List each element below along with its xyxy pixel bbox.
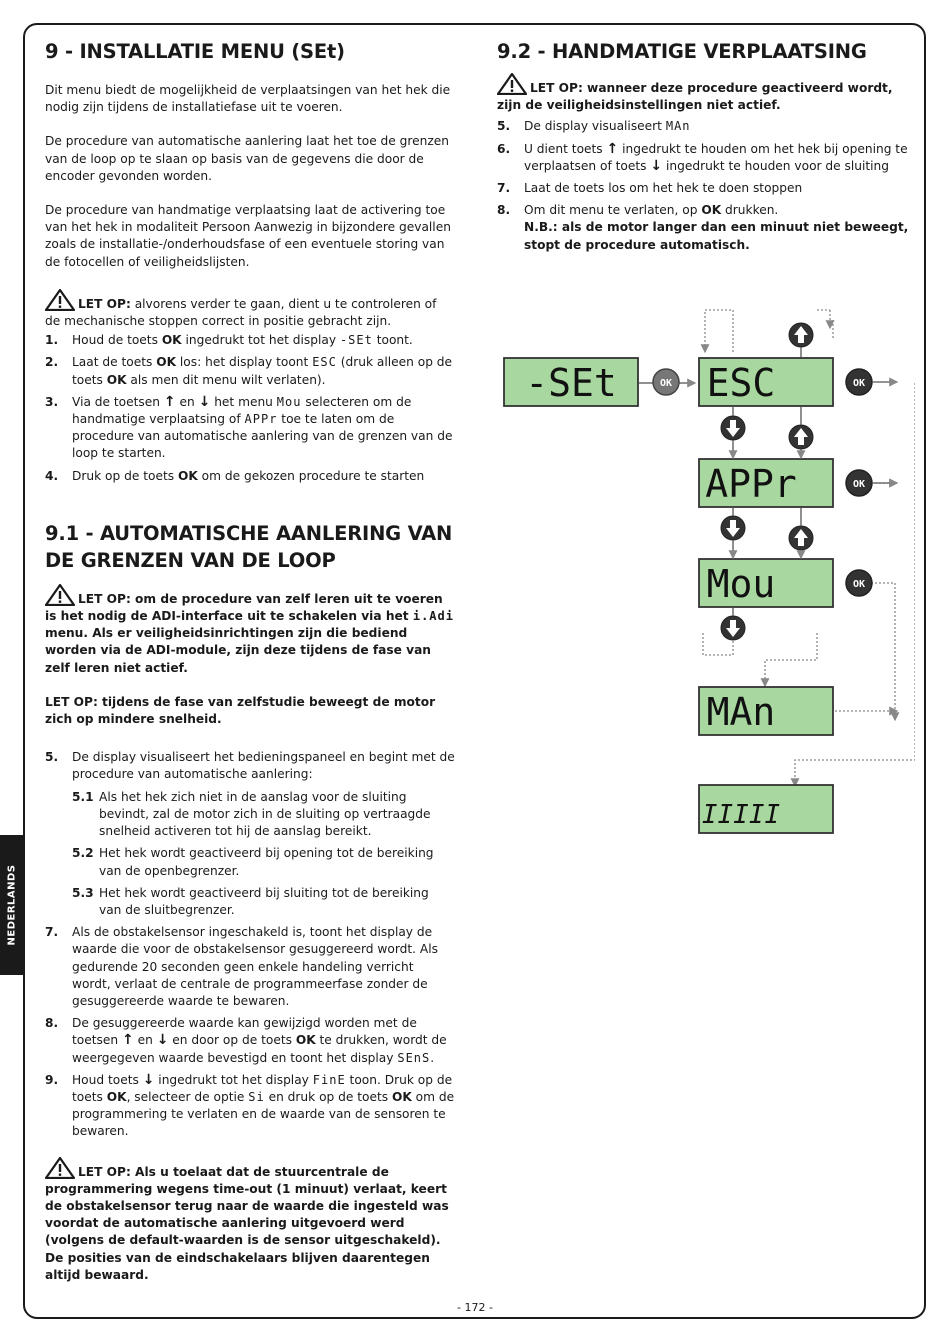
list-item: 2. Laat de toets OK los: het display toont ESC (druk alleen op de toets OK als men dit menu wilt verlaten). (45, 355, 453, 387)
svg-text:OK: OK (659, 378, 673, 389)
display-appr-text: APPr (705, 462, 797, 506)
display-set (504, 358, 638, 406)
list-item: 1. Houd de toets OK ingedrukt tot het display -SEt toont. (45, 333, 413, 348)
svg-text:OK: OK (852, 579, 866, 590)
page-number: - 172 - (457, 1301, 493, 1314)
display-man (699, 687, 833, 735)
list-item: 7. Als de obstakelsensor ingeschakeld is, toont het display de waarde die voor de obstakelsensor gesuggereerd wordt. Als gedurende 20 seconden geen enkele handeling verricht wordt, verlaat de centrale de programmeerfase zonder de gesuggereerde waarde te bewaren. (45, 925, 438, 1008)
ok-button-icon (846, 470, 872, 496)
display-set-text: -SEt (525, 361, 617, 405)
s9-paragraph-3: De procedure van handmatige verplaatsing laat de activering toe van het hek in modaliteit Persoon Aanwezig in bijzondere gevallen zoals de installatie-/onderhoudsfase of een eventuele storing van de fotocellen of veiligheidslijsten. (45, 203, 451, 269)
s9-steps (45, 332, 455, 485)
warning-icon (45, 1157, 75, 1179)
s92-steps (497, 118, 909, 253)
s9-paragraph-1: Dit menu biedt de mogelijkheid de verplaatsingen van het hek die nodig zijn tijdens de installatiefase uit te voeren. (45, 83, 451, 115)
s9-paragraph-2: De procedure van automatische aanlering laat het toe de grenzen van de loop op te slaan op basis van de gegevens die door de encoder gevonden worden. (45, 134, 449, 183)
svg-text:OK: OK (852, 479, 866, 490)
s91-steps (45, 749, 455, 1140)
list-item: 6. U dient toets ↑ ingedrukt te houden om het hek bij opening te verplaatsen of toets ↓ ingedrukt te houden voor de sluiting (497, 140, 908, 174)
section-9-1-title: 9.1 - AUTOMATISCHE AANLERING VAN DE GRENZEN VAN DE LOOP (45, 521, 453, 572)
warning-icon (497, 73, 527, 95)
display-progress-text: IIIII (701, 800, 781, 830)
list-item: 4. Druk op de toets OK om de gekozen procedure te starten (45, 468, 425, 483)
list-item: 5.3 Het hek wordt geactiveerd bij sluiting tot de bereiking van de sluitbegrenzer. (72, 885, 429, 917)
section-9-2-title: 9.2 - HANDMATIGE VERPLAATSING (497, 40, 867, 63)
list-item: 5. De display visualiseert het bedieningspaneel en begint met de procedure van automatische aanlering: (45, 750, 455, 782)
s91-warning-2: LET OP: tijdens de fase van zelfstudie beweegt de motor zich op mindere snelheid. (45, 694, 436, 727)
display-man-text: MAn (706, 690, 776, 734)
display-progress (699, 785, 833, 833)
left-column (45, 38, 455, 1284)
display-appr (699, 459, 833, 507)
up-arrow-icon (789, 526, 813, 550)
display-mou (699, 559, 833, 607)
down-arrow-icon (721, 516, 745, 540)
list-item: 5.1 Als het hek zich niet in de aanslag voor de sluiting bevindt, zal de motor zich in de sluiting op vertraagde snelheid activeren tot hij de aanslag bereikt. (72, 789, 431, 839)
display-esc-text: ESC (706, 361, 776, 405)
list-item: 9. Houd toets ↓ ingedrukt tot het display FinE toon. Druk op de toets OK, selecteer de optie Si en druk op de toets OK om de programmering te verlaten en de waarde van de sensoren te bewaren. (45, 1071, 455, 1139)
display-esc (699, 358, 833, 406)
down-arrow-icon (721, 616, 745, 640)
down-arrow-icon (721, 416, 745, 440)
s9-warning: LET OP: alvorens verder te gaan, dient u te controleren of de mechanische stoppen correct in positie gebracht zijn. (45, 289, 455, 330)
ok-button-icon (846, 369, 872, 395)
menu-flow-diagram (495, 300, 915, 840)
list-item: 5. De display visualiseert MAn (497, 119, 691, 134)
s91-warning-3: LET OP: Als u toelaat dat de stuurcentrale de programmering wegens time-out (1 minuut) verlaat, keert de obstakelsensor terug naar de waarde die ingesteld was voordat de automatische aanlering uitgevoerd werd (volgens de default-waarden is de sensor uitgeschakeld). De posities van de eindschakelaars blijven daarentegen altijd bewaard. (45, 1157, 455, 1284)
ok-button-icon (653, 369, 679, 395)
svg-text:OK: OK (852, 378, 866, 389)
display-mou-text: Mou (706, 562, 776, 606)
list-item: 8. Om dit menu te verlaten, op OK drukken. N.B.: als de motor langer dan een minuut niet beweegt, stopt de procedure automatisch. (497, 203, 909, 252)
warning-icon (45, 289, 75, 311)
s92-warning: LET OP: wanneer deze procedure geactiveerd wordt, zijn de veiligheidsinstellingen niet actief. (497, 73, 909, 114)
ok-button-icon (846, 570, 872, 596)
list-item: 7. Laat de toets los om het hek te doen stoppen (497, 181, 803, 196)
language-tab: NEDERLANDS (0, 835, 24, 975)
right-column (497, 38, 909, 254)
section-9-title: 9 - INSTALLATIE MENU (SEt) (45, 40, 345, 63)
list-item: 3. Via de toetsen ↑ en ↓ het menu Mou selecteren om de handmatige verplaatsing of APPr toe te laten om de procedure van automatische aanlering van de grenzen van de loop te starten. (45, 393, 453, 461)
up-arrow-icon (789, 323, 813, 347)
up-arrow-icon (789, 425, 813, 449)
list-item: 5.2 Het hek wordt geactiveerd bij opening tot de bereiking van de openbegrenzer. (72, 846, 434, 878)
list-item: 8. De gesuggereerde waarde kan gewijzigd worden met de toetsen ↑ en ↓ en door op de toets OK te drukken, wordt de weergegeven waarde bevestigd en toont het display SEnS. (45, 1016, 447, 1065)
s91-warning-1: LET OP: om de procedure van zelf leren uit te voeren is het nodig de ADI-interface uit te schakelen via het i.Adi menu. Als er veiligheidsinrichtingen zijn die bediend worden via de ADI-module, zijn deze tijdens de fase van zelf leren niet actief. (45, 584, 455, 677)
warning-icon (45, 584, 75, 606)
